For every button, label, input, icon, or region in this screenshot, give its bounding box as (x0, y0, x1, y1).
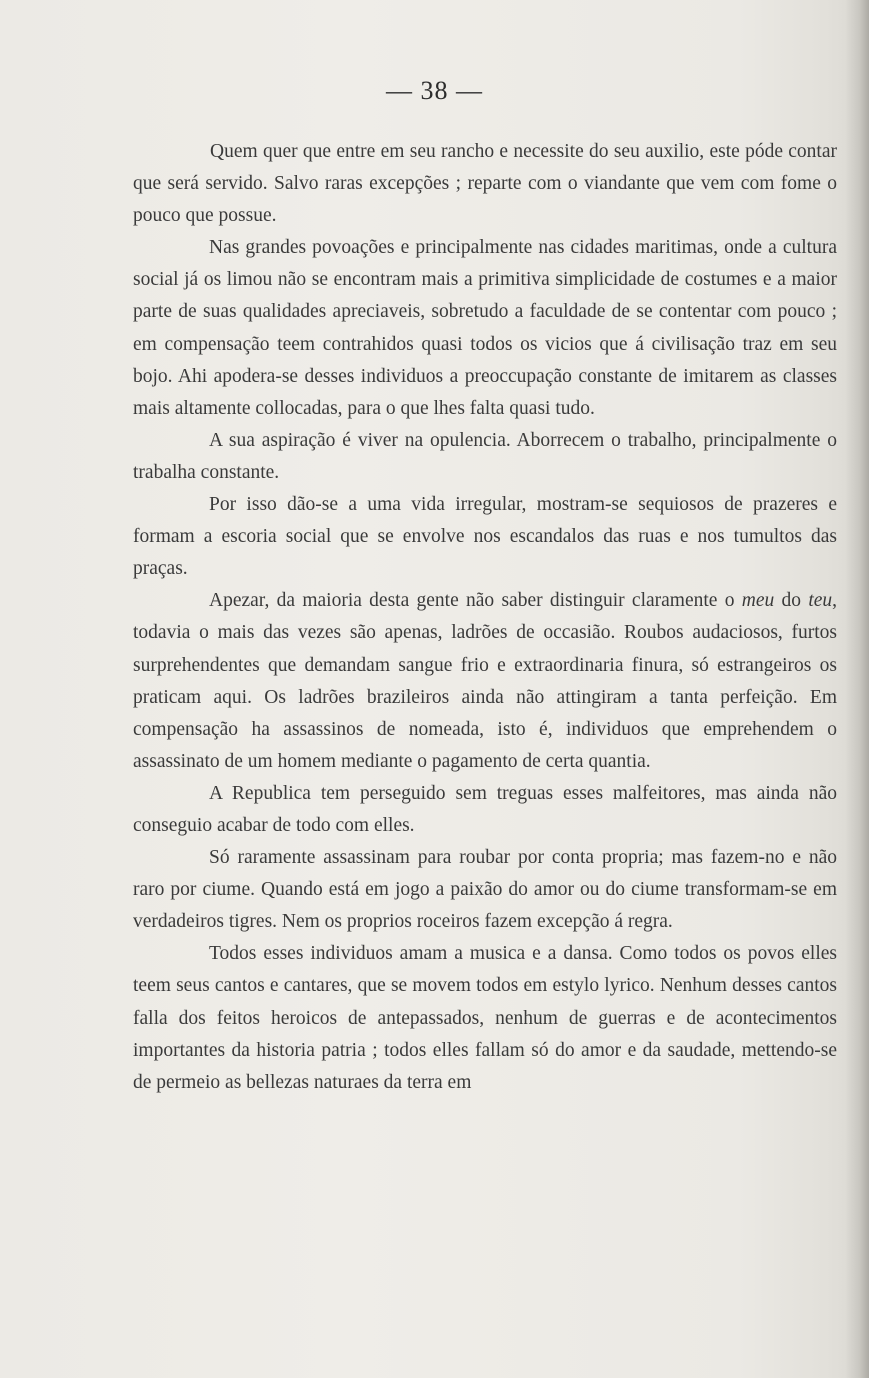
italic-word-teu: teu (808, 590, 833, 612)
paragraph-5-after: , todavia o mais das vezes são apenas, ladrões de occasião. Roubos audaciosos, furtos surprehendentes que demandam sangue frio e extraordinaria finura, só estrangeiros os praticam aqui. Os ladrões brazileiros ainda não attingiram a tanta perfeição. Em compensação ha assassinos de nomeada, isto é, individuos que emprehendem o assassinato de um homem mediante o pagamento de certa quantia. (133, 590, 838, 772)
page-number: — 38 — (386, 76, 483, 105)
page-edge-shadow (845, 0, 869, 1378)
paragraph-4: Por isso dão-se a uma vida irregular, mostram-se sequiosos de prazeres e formam a escoria social que se envolve nos escandalos das ruas e nos tumultos das praças. (133, 494, 837, 580)
paragraph-5 (133, 585, 837, 778)
paragraph-1: Quem quer que entre em seu rancho e necessite do seu auxilio, este póde contar que será servido. Salvo raras excepções ; reparte com o viandante que vem com fome o pouco que possue. (133, 141, 837, 227)
paragraph-3: A sua aspiração é viver na opulencia. Aborrecem o trabalho, principalmente o trabalha constante. (133, 429, 837, 483)
paragraph-5-before: Apezar, da maioria desta gente não saber distinguir claramente o (209, 590, 742, 612)
italic-word-meu: meu (741, 590, 775, 612)
paragraph-8: Todos esses individuos amam a musica e a dansa. Como todos os povos elles teem seus cantos e cantares, que se movem todos em estylo lyrico. Nenhum desses cantos falla dos feitos heroicos de antepassados, nenhum de guerras e de acontecimentos importantes da historia patria ; todos elles fallam só do amor e da saudade, mettendo-se de permeio as bellezas naturaes da terra em (133, 943, 837, 1093)
paragraph-7: Só raramente assassinam para roubar por conta propria; mas fazem-no e não raro por ciume. Quando está em jogo a paixão do amor ou do ciume transformam-se em verdadeiros tigres. Nem os proprios roceiros fazem excepção á regra. (133, 847, 837, 933)
paragraph-6: A Republica tem perseguido sem treguas esses malfeitores, mas ainda não conseguio acabar de todo com elles. (133, 782, 837, 836)
body-text (133, 136, 837, 1099)
paragraph-5-middle: do (774, 590, 809, 612)
paragraph-2: Nas grandes povoações e principalmente nas cidades maritimas, onde a cultura social já os limou não se encontram mais a primitiva simplicidade de costumes e a maior parte de suas qualidades apreciaveis, sobretudo a faculdade de se contentar com pouco ; em compensação teem contrahidos quasi todos os vicios que á civilisação traz em seu bojo. Ahi apodera-se desses individuos a preoccupação constante de imitarem as classes mais altamente collocadas, para o que lhes falta quasi tudo. (133, 237, 837, 419)
